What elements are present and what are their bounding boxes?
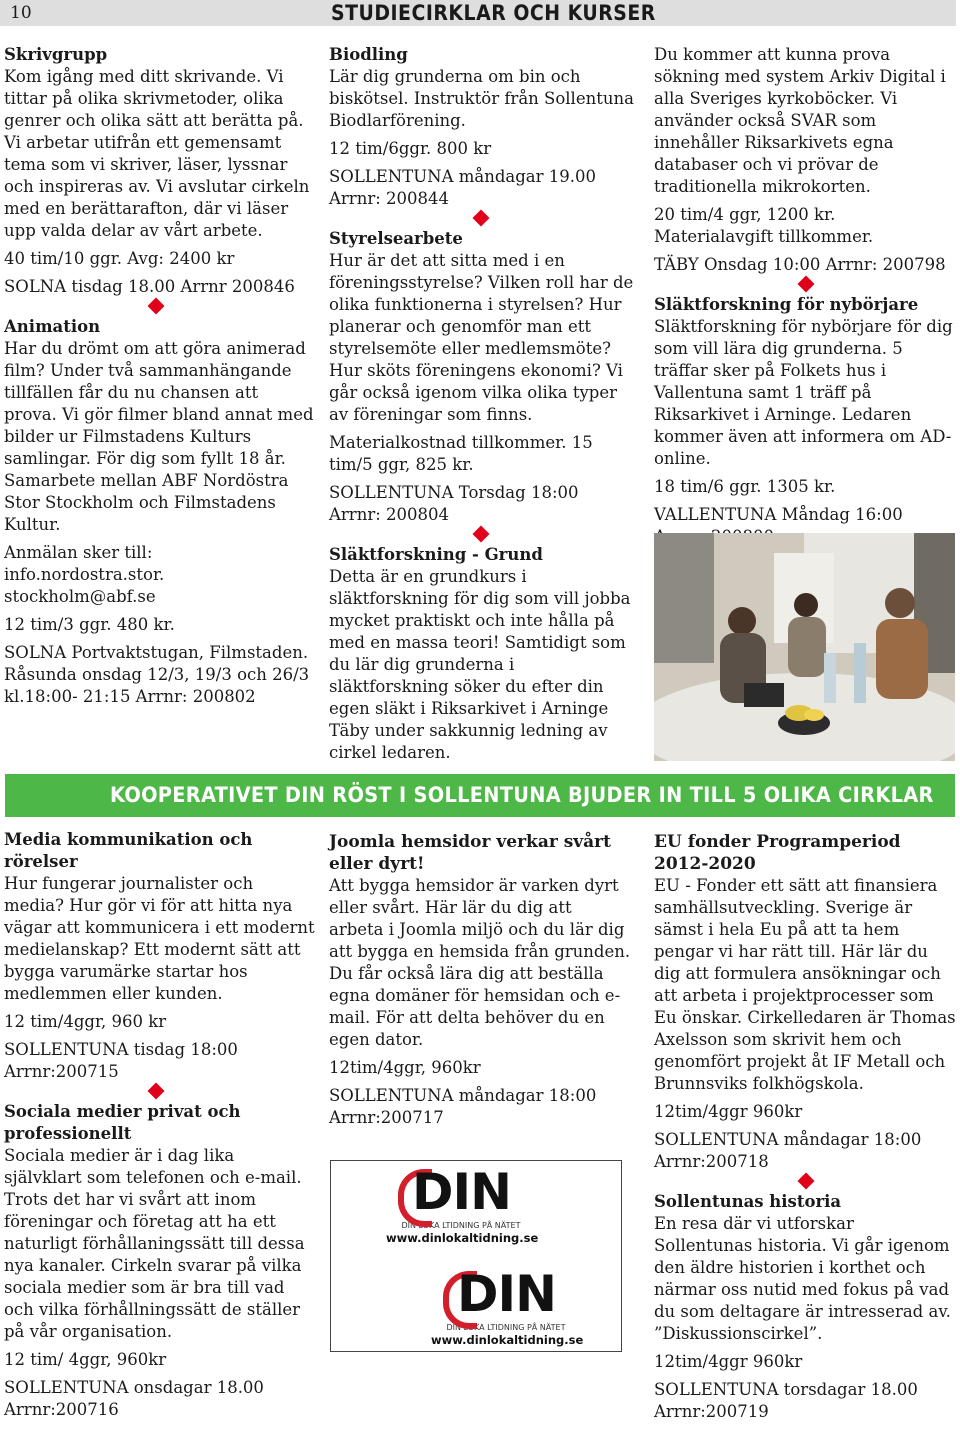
course-price: 12tim/4ggr, 960kr bbox=[329, 1058, 481, 1077]
course-place: VALLENTUNA Måndag 16:00 bbox=[654, 505, 903, 524]
diamond-icon bbox=[473, 210, 490, 227]
course-place: SOLNA Portvaktstugan, Filmstaden. Råsunda onsdag 12/3, 19/3 och 26/3 kl.18:00- 21:15 Arrnr: 200802 bbox=[4, 643, 310, 706]
logo-url[interactable]: www.dinlokaltidning.se bbox=[386, 1231, 539, 1245]
course-title-historia: Sollentunas historia bbox=[654, 1192, 842, 1211]
course-title-nyborjare: Släktforskning för nybörjare bbox=[654, 295, 919, 314]
course-place: SOLLENTUNA måndagar 18:00 Arrnr:200718 bbox=[654, 1130, 922, 1171]
course-price: Materialkostnad tillkommer. 15 tim/5 ggr, 825 kr. bbox=[329, 433, 593, 474]
column-5 bbox=[329, 831, 631, 1135]
course-text: Du kommer att kunna prova sökning med system Arkiv Digital i alla Sveriges kyrkoböcker. Vi använder också SVAR som innehåller Riksarkivets egna databaser och vi prövar de traditionella mikrokorten. bbox=[654, 45, 946, 196]
course-title-skrivgrupp: Skrivgrupp bbox=[4, 45, 108, 64]
course-place: SOLLENTUNA tisdag 18:00 Arrnr:200715 bbox=[4, 1040, 238, 1081]
course-text: Har du drömt om att göra animerad film? Under två sammanhängande tillfällen får du nu chansen att prova. Vi gör filmer bland annat med bilder ur Filmstadens Kulturs samlingar. För dig som fyllt 18 år. Samarbete mellan ABF Nordöstra Stor Stockholm och Filmstadens Kultur. bbox=[4, 339, 314, 534]
course-title-biodling: Biodling bbox=[329, 45, 408, 64]
course-place: SOLLENTUNA onsdagar 18.00 Arrnr:200716 bbox=[4, 1378, 264, 1419]
course-place: SOLLENTUNA torsdagar 18.00 Arrnr:200719 bbox=[654, 1380, 918, 1421]
logo-url[interactable]: www.dinlokaltidning.se bbox=[431, 1333, 584, 1347]
course-price: 40 tim/10 ggr. Avg: 2400 kr bbox=[4, 249, 235, 268]
course-text: Sociala medier är i dag lika självklart som telefonen och e-mail. Trots det har vi svårt att inom föreningar och företag att ha ett naturligt förhållaningssätt till dessa nya kanaler. Cirkeln svarar på vilka sociala medier som är bra till vad och vilka förhållningssätt de ställer på vår organisation. bbox=[4, 1146, 305, 1341]
course-price: 12 tim/6ggr. 800 kr bbox=[329, 139, 492, 158]
column-3 bbox=[654, 44, 956, 554]
course-place: SOLLENTUNA måndagar 19.00 Arrnr: 200844 bbox=[329, 167, 597, 208]
course-price: 18 tim/6 ggr. 1305 kr. bbox=[654, 477, 836, 496]
advertisement-box bbox=[330, 1160, 622, 1352]
course-title-joomla: Joomla hemsidor verkar svårt eller dyrt! bbox=[329, 832, 611, 874]
course-text: Hur är det att sitta med i en föreningsstyrelse? Vilken roll har de olika funktionerna i styrelsen? Hur planerar och genomför man ett styrelsemöte eller medlemsmöte? Hur sköts föreningens ekonomi? Vi går också igenom vilka olika typer av föreningar som finns. bbox=[329, 251, 634, 424]
diamond-icon bbox=[148, 298, 165, 315]
logo-tagline: DIN LOKA LTIDNING PÅ NÄTET bbox=[446, 1323, 566, 1332]
course-title-eu-fonder: EU fonder Programperiod 2012-2020 bbox=[654, 832, 901, 874]
course-text: Detta är en grundkurs i släktforskning för dig som vill jobba mycket praktiskt och inte hålla på med en massa teori! Samtidigt som du lär dig grunderna i släktforskning söker du efter din egen släkt i Riksarkivet i Arninge Täby under sakkunnig ledning av cirkel ledaren. bbox=[329, 567, 631, 762]
course-price: 12tim/4ggr 960kr bbox=[654, 1352, 803, 1371]
course-price: 12 tim/3 ggr. 480 kr. bbox=[4, 615, 175, 634]
green-banner bbox=[5, 774, 955, 817]
din-logo bbox=[431, 1265, 584, 1347]
course-title-media: Media kommunikation och rörelser bbox=[4, 830, 253, 871]
column-6 bbox=[654, 831, 956, 1429]
column-1 bbox=[4, 44, 316, 714]
page-header bbox=[0, 0, 956, 26]
course-signup: Anmälan sker till: info.nordostra.stor. stockholm@abf.se bbox=[4, 543, 165, 606]
page-number: 10 bbox=[10, 3, 32, 23]
course-price: 20 tim/4 ggr, 1200 kr. Materialavgift tillkommer. bbox=[654, 205, 874, 246]
section-title: STUDIECIRKLAR OCH KURSER bbox=[331, 1, 656, 25]
logo-letters: DIN bbox=[412, 1163, 511, 1221]
course-text: EU - Fonder ett sätt att finansiera samhällsutveckling. Sverige är sämst i hela Eu på att ta hem pengar vi har rätt till. Här lär du dig att formulera ansökningar och att arbeta i projektprocesser som Eu önskar. Cirkelledaren är Thomas Axelsson som skrivit hem och genomfört projekt åt IF Metall och Brunnsviks folkhögskola. bbox=[654, 876, 956, 1093]
course-price: 12tim/4ggr 960kr bbox=[654, 1102, 803, 1121]
course-text: Släktforskning för nybörjare för dig som vill lära dig grunderna. 5 träffar sker på Folkets hus i Vallentuna samt 1 träff på Riksarkivet i Arninge. Ledaren kommer även att informera om AD-online. bbox=[654, 317, 953, 468]
course-text: Lär dig grunderna om bin och biskötsel. Instruktör från Sollentuna Biodlarförening. bbox=[329, 67, 634, 130]
course-text: Hur fungerar journalister och media? Hur gör vi för att hitta nya vägar att kommunicera i ett modernt medielanskap? Ett modernt sätt att bygga varumärke startar hos medlemmen eller kunden. bbox=[4, 874, 315, 1003]
column-4 bbox=[4, 829, 316, 1427]
course-text: Att bygga hemsidor är varken dyrt eller svårt. Här lär du dig att arbeta i Joomla miljö och du lär dig att bygga en hemsida från grunden. Du får också lära dig att beställa egna domäner för hemsidan och e-mail. För att delta behöver du en egen dator. bbox=[329, 876, 631, 1049]
course-title-styrelsearbete: Styrelsearbete bbox=[329, 229, 463, 248]
course-place: SOLNA tisdag 18.00 Arrnr 200846 bbox=[4, 277, 295, 296]
course-place: TÄBY Onsdag 10:00 Arrnr: 200798 bbox=[654, 255, 946, 274]
column-2 bbox=[329, 44, 634, 770]
course-title-slaktforskning-grund: Släktforskning - Grund bbox=[329, 545, 543, 564]
diamond-icon bbox=[798, 276, 815, 293]
banner-text: KOOPERATIVET DIN RÖST I SOLLENTUNA BJUDER IN TILL 5 OLIKA CIRKLAR bbox=[110, 783, 934, 808]
logo-tagline: DIN LOKA LTIDNING PÅ NÄTET bbox=[401, 1221, 521, 1230]
course-title-sociala-medier: Sociala medier privat och professionellt bbox=[4, 1102, 241, 1143]
course-place: SOLLENTUNA måndagar 18:00 Arrnr:200717 bbox=[329, 1086, 597, 1127]
din-logo bbox=[386, 1163, 539, 1245]
course-text: Kom igång med ditt skrivande. Vi tittar på olika skrivmetoder, olika genrer och olika sätt att berätta på. Vi arbetar utifrån ett gemensamt tema som vi skriver, läser, lyssnar och inspireras av. Vi avslutar cirkeln med en berättarafton, där vi läser upp valda delar av vårt arbete. bbox=[4, 67, 310, 240]
diamond-icon bbox=[798, 1173, 815, 1190]
diamond-icon bbox=[148, 1083, 165, 1100]
course-title-animation: Animation bbox=[4, 317, 101, 336]
course-price: 12 tim/ 4ggr, 960kr bbox=[4, 1350, 167, 1369]
photo-course-participants bbox=[654, 533, 955, 761]
logo-letters: DIN bbox=[457, 1265, 556, 1323]
course-place: SOLLENTUNA Torsdag 18:00 Arrnr: 200804 bbox=[329, 483, 579, 524]
course-text: En resa där vi utforskar Sollentunas historia. Vi går igenom den äldre historien i korthet och närmar oss nutid med fokus på vad du som deltagare är intresserad av. ”Diskussionscirkel”. bbox=[654, 1214, 951, 1343]
diamond-icon bbox=[473, 526, 490, 543]
course-price: 12 tim/4ggr, 960 kr bbox=[4, 1012, 167, 1031]
